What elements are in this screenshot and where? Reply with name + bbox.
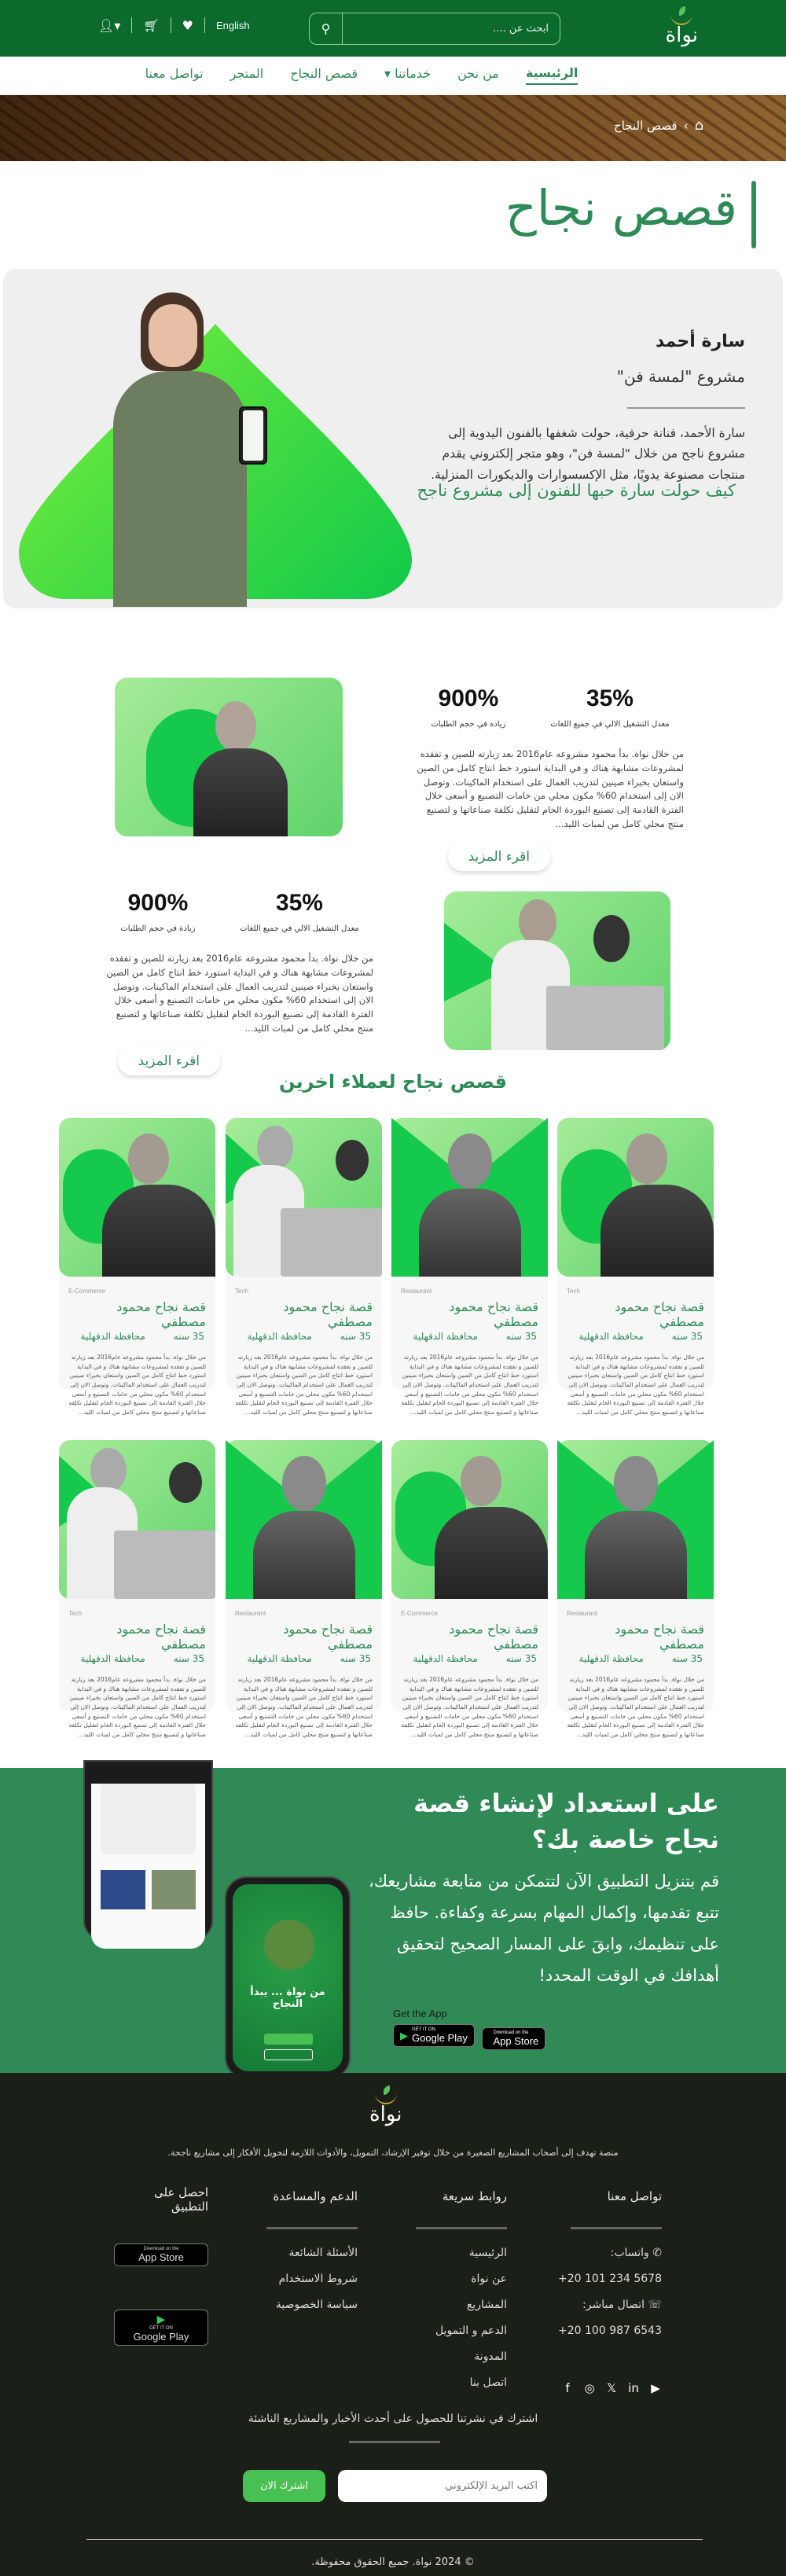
app-cta-section <box>0 1768 786 2073</box>
call-number[interactable]: +20 100 987 6543 <box>558 2324 662 2337</box>
story-photo <box>115 678 343 836</box>
whatsapp-number[interactable]: +20 101 234 5678 <box>558 2273 662 2285</box>
story-age: 35 سنه <box>173 1331 204 1342</box>
cart-icon[interactable]: 🛒︎ <box>143 17 160 33</box>
footer-link[interactable]: الرئيسية <box>468 2247 507 2259</box>
whatsapp-label[interactable]: ✆ واتساب: <box>610 2247 662 2259</box>
logo-text: نواة <box>665 24 698 47</box>
man-head <box>519 899 556 945</box>
read-more-button[interactable]: اقرء المزيد <box>118 1047 220 1075</box>
story-card-photo <box>226 1440 382 1599</box>
woman-photo <box>113 371 247 607</box>
nav-success-stories[interactable]: قصص النجاح <box>290 66 358 81</box>
story-location: محافظة الدقهلية <box>578 1331 644 1342</box>
main-nav <box>0 57 786 94</box>
story-category: E-Commerce <box>68 1288 106 1295</box>
story-age: 35 سنه <box>505 1331 537 1342</box>
story-category: E-Commerce <box>401 1610 439 1617</box>
story-card[interactable] <box>391 1440 548 1738</box>
footer-link[interactable]: عن نواة <box>471 2273 507 2285</box>
story-age: 35 سنه <box>671 1653 703 1664</box>
story-location: محافظة الدقهلية <box>247 1653 312 1664</box>
story-age: 35 سنه <box>340 1653 371 1664</box>
story-card[interactable] <box>391 1118 548 1416</box>
story-location: محافظة الدقهلية <box>413 1331 478 1342</box>
footer-link[interactable]: الأسئلة الشائعة <box>288 2247 358 2259</box>
search-input[interactable] <box>343 13 560 44</box>
linkedin-icon[interactable]: in <box>628 2381 639 2395</box>
divider <box>131 17 132 33</box>
footer-tagline: منصة تهدف إلى أصحاب المشاريع الصغيرة من خلال توفير الإرشاد، التمويل، والأدوات اللازمة لتحويل الأفكار إلى مشاريع ناجحة. <box>167 2148 619 2158</box>
footer-link[interactable]: اتصل بنا <box>469 2376 507 2389</box>
google-play-button[interactable]: ▶ GET IT ON Google Play <box>114 2310 208 2346</box>
divider <box>349 2441 440 2443</box>
story-location: محافظة الدقهلية <box>247 1331 312 1342</box>
google-play-icon: ▶ <box>156 2313 166 2325</box>
story-card-photo <box>557 1440 714 1599</box>
phone-mockup <box>225 1876 351 2079</box>
divider <box>86 2539 703 2540</box>
story-age: 35 سنه <box>671 1331 703 1342</box>
sprout-hands-icon <box>670 9 692 25</box>
story-project: مشروع "لمسة فن" <box>616 367 745 386</box>
whatsapp-icon: ✆ <box>648 2247 662 2259</box>
story-age: 35 سنه <box>505 1653 537 1664</box>
footer <box>0 2073 786 2576</box>
man-head <box>215 701 256 751</box>
story-card-photo <box>557 1118 714 1277</box>
story-category: Tech <box>567 1288 580 1295</box>
story-card[interactable] <box>226 1440 382 1738</box>
stat-item: 35% معدل التشغيل الالي في جميع اللغات <box>550 685 670 729</box>
story-card-title[interactable]: قصة نجاح محمود مصطفي <box>615 1622 704 1652</box>
story-card-text: من خلال نواة. بدأ محمود مشروعه عام2016 بعد زيارته للصين و تفقده لمشروعات مشابهة هناك و في البداية استورد خط انتاج كامل من الصين واستعان بخبراء صينين لتدريب العمال على استخدام الماكينات. وتوصل الان إلى استخدام 60% مكون محلي من خامات التصنيع و أسعى خلال الفترة القادمة إلى تصنيع البوردة الخام لتقليل تكلفة صناعاتها و لتصنيع منتج محلي كامل من لمبات الليد... <box>68 1676 206 1738</box>
logo[interactable] <box>665 9 698 46</box>
footer-heading: تواصل معنا <box>607 2189 662 2203</box>
subscribe-button[interactable]: اشترك الان <box>243 2470 325 2502</box>
phone-mockup <box>83 1760 213 1941</box>
footer-support <box>224 2189 358 2324</box>
story-card-text: من خلال نواة. بدأ محمود مشروعه عام2016 بعد زيارته للصين و تفقده لمشروعات مشابهة هناك و في البداية استورد خط انتاج كامل من الصين واستعان بخبراء صينين لتدريب العمال على استخدام الماكينات. وتوصل الان إلى استخدام 60% مكون محلي من خامات التصنيع و أسعى خلال الفترة القادمة إلى تصنيع البوردة الخام لتقليل تكلفة صناعاتها و لتصنيع منتج محلي كامل من لمبات الليد... <box>68 1354 206 1416</box>
story-location: محافظة الدقهلية <box>80 1653 145 1664</box>
nav-about[interactable]: من نحن <box>457 66 499 81</box>
home-icon[interactable]: ⌂ <box>694 117 703 134</box>
google-play-icon: ▶ <box>400 2029 408 2041</box>
woman-head <box>593 915 630 962</box>
search-icon[interactable]: ⚲ <box>310 13 343 44</box>
sprout-hands-icon <box>375 2089 397 2104</box>
story-card[interactable] <box>557 1440 714 1738</box>
story-card-title[interactable]: قصة نجاح محمود مصطفي <box>283 1622 373 1652</box>
app-store-button[interactable]: Download on the App Store <box>482 2027 545 2050</box>
phone-icon: ☏ <box>645 2299 662 2311</box>
heart-icon[interactable]: ♥ <box>182 17 193 33</box>
story-card-photo <box>59 1440 215 1599</box>
story-age: 35 سنه <box>340 1331 371 1342</box>
story-person-name: سارة أحمد <box>655 332 745 351</box>
header-actions <box>98 17 250 33</box>
story-card[interactable] <box>226 1118 382 1416</box>
story-category: Tech <box>68 1610 82 1617</box>
story-card-title[interactable]: قصة نجاح محمود مصطفي <box>283 1299 373 1329</box>
search-box <box>309 13 560 45</box>
story-card-text: من خلال نواة. بدأ محمود مشروعه عام2016 بعد زيارته للصين و تفقده لمشروعات مشابهة هناك و في البداية استورد خط انتاج كامل من الصين واستعان بخبراء صينين لتدريب العمال على استخدام الماكينات. وتوصل الان إلى استخدام 60% مكون محلي من خامات التصنيع و أسعى خلال الفترة القادمة إلى تصنيع البوردة الخام لتقليل تكلفة صناعاتها و لتصنيع منتج محلي كامل من لمبات الليد... <box>235 1676 373 1738</box>
stat-item: 35% معدل التشغيل الالي في جميع اللغات <box>240 890 359 933</box>
stat-item: 900% زيادة في حجم الطلبات <box>431 685 506 729</box>
footer-heading: روابط سريعة <box>442 2189 507 2203</box>
top-header <box>0 0 786 57</box>
tree-illustration <box>264 1920 314 1970</box>
footer-link[interactable]: سياسة الخصوصية <box>275 2299 358 2311</box>
cta-text: قم بتنزيل التطبيق الآن لتتمكن من متابعة مشاريعك، تتبع تقدمها، وإكمال المهام بسرعة وكفاءة. حافظ على تنظيمك، وابقَ على المسار الصحيح لتحقيق أهدافك في الوقت المحدد! <box>368 1872 719 1985</box>
story-category: Tech <box>235 1288 248 1295</box>
story-card-text: من خلال نواة. بدأ محمود مشروعه عام2016 بعد زيارته للصين و تفقده لمشروعات مشابهة هناك و في البداية استورد خط انتاج كامل من الصين واستعان بخبراء صينين لتدريب العمال على استخدام الماكينات. وتوصل الان إلى استخدام 60% مكون محلي من خامات التصنيع و أسعى خلال الفترة القادمة إلى تصنيع البوردة الخام لتقليل تكلفة صناعاتها و لتصنيع منتج محلي كامل من لمبات الليد... <box>567 1354 704 1416</box>
story-category: Restaurant <box>567 1610 598 1617</box>
phone-headline: من نواة ... يبدأ النجاح <box>250 1986 325 2010</box>
story-category: Restaurant <box>235 1610 266 1617</box>
footer-logo <box>369 2089 402 2125</box>
footer-link[interactable]: المدونة <box>474 2350 507 2363</box>
story-description: سارة الأحمد، فنانة حرفية، حولت شغفها بالفنون اليدوية إلى مشروع ناجح من خلال "لمسة فن"، وهو متجر إلكتروني يقدم منتجات مصنوعة يدويًا، مثل الإكسسوارات والديكورات المنزلية. <box>431 426 745 482</box>
story-card-text: من خلال نواة. بدأ محمود مشروعه عام2016 بعد زيارته للصين و تفقده لمشروعات مشابهة هناك و في البداية استورد خط انتاج كامل من الصين واستعان بخبراء صينين لتدريب العمال على استخدام الماكينات. وتوصل الان إلى استخدام 60% مكون محلي من خامات التصنيع و أسعى خلال الفترة القادمة إلى تصنيع البوردة الخام لتقليل تكلفة صناعاتها و لتصنيع منتج محلي كامل من لمبات الليد... <box>235 1354 373 1416</box>
other-stories-title: قصص نجاح لعملاء اخرين <box>279 1071 507 1093</box>
x-icon[interactable]: 𝕏 <box>606 2381 617 2395</box>
app-store-button[interactable]: Download on the App Store <box>114 2243 208 2266</box>
call-label[interactable]: ☏ اتصال مباشر: <box>582 2299 662 2311</box>
story-location: محافظة الدقهلية <box>578 1653 644 1664</box>
youtube-icon[interactable]: ▶ <box>651 2381 660 2395</box>
nav-home[interactable]: الرئيسية <box>526 65 578 85</box>
story-card-title[interactable]: قصة نجاح محمود مصطفي <box>116 1622 206 1652</box>
laptop <box>546 986 664 1050</box>
story-age: 35 سنه <box>173 1653 204 1664</box>
stats-story-text: من خلال نواة. بدأ محمود مشروعه عام2016 بعد زيارته للصين و تفقده لمشروعات مشابهة هناك و في البداية استورد خط انتاج كامل من الصين واستعان بخبراء صينين لتدريب العمال على استخدام الماكينات. وتوصل الان إلى استخدام 60% مكون محلي من خامات التصنيع و أسعى خلال الفترة القادمة إلى تصنيع البوردة الخام لتقليل تكلفة صناعاتها و لتصنيع منتج محلي كامل من لمبات الليد... <box>106 953 373 1034</box>
footer-quick-links <box>373 2189 507 2402</box>
stat-item: 900% زيادة في حجم الطلبات <box>120 890 196 933</box>
footer-heading: الدعم والمساعدة <box>273 2189 358 2203</box>
story-card-photo <box>391 1440 548 1599</box>
cta-title: على استعداد لإنشاء قصة نجاح خاصة بك؟ <box>413 1788 719 1855</box>
story-card[interactable] <box>59 1440 215 1738</box>
story-card[interactable] <box>557 1118 714 1416</box>
woman-face <box>149 304 197 367</box>
divider <box>627 407 745 409</box>
read-more-button[interactable]: اقرء المزيد <box>448 843 550 871</box>
title-accent-bar <box>751 181 756 248</box>
newsletter-title: اشترك في نشرتنا للحصول على أحدث الأخبار والمشاريع الناشئة <box>248 2412 538 2425</box>
footer-link[interactable]: شروط الاستخدام <box>278 2273 358 2285</box>
social-links <box>528 2381 662 2395</box>
divider <box>204 17 205 33</box>
breadcrumb-separator: › <box>683 118 689 133</box>
story-read-link[interactable]: كيف حولت سارة حبها للفنون إلى مشروع ناجح <box>417 481 736 500</box>
stats-story-text: من خلال نواة. بدأ محمود مشروعه عام2016 بعد زيارته للصين و تفقده لمشروعات مشابهة هناك و في البداية استورد خط انتاج كامل من الصين واستعان بخبراء صينين لتدريب العمال على استخدام الماكينات. وتوصل الان إلى استخدام 60% مكون محلي من خامات التصنيع و أسعى خلال الفترة القادمة إلى تصنيع البوردة الخام لتقليل تكلفة صناعاتها و لتصنيع منتج محلي كامل من لمبات الليد... <box>417 748 684 830</box>
user-menu-icon[interactable]: 👤︎▾ <box>98 17 121 33</box>
story-photo <box>444 891 670 1050</box>
nav-contact[interactable]: تواصل معنا <box>145 66 204 81</box>
story-card-title[interactable]: قصة نجاح محمود مصطفي <box>449 1299 538 1329</box>
story-card-title[interactable]: قصة نجاح محمود مصطفي <box>116 1299 206 1329</box>
story-location: محافظة الدقهلية <box>80 1331 145 1342</box>
story-card-photo <box>59 1118 215 1277</box>
breadcrumb-current: قصص النجاح <box>614 118 678 133</box>
breadcrumb <box>614 117 703 134</box>
story-card-title[interactable]: قصة نجاح محمود مصطفي <box>449 1622 538 1652</box>
footer-heading: احصل على التطبيق <box>154 2185 208 2214</box>
logo-text: نواة <box>369 2103 402 2126</box>
footer-contact <box>528 2189 662 2395</box>
featured-story <box>3 269 783 608</box>
get-app <box>393 2008 545 2050</box>
story-category: Restaurant <box>401 1288 432 1295</box>
story-card-text: من خلال نواة. بدأ محمود مشروعه عام2016 بعد زيارته للصين و تفقده لمشروعات مشابهة هناك و في البداية استورد خط انتاج كامل من الصين واستعان بخبراء صينين لتدريب العمال على استخدام الماكينات. وتوصل الان إلى استخدام 60% مكون محلي من خامات التصنيع و أسعى خلال الفترة القادمة إلى تصنيع البوردة الخام لتقليل تكلفة صناعاتها و لتصنيع منتج محلي كامل من لمبات الليد... <box>567 1676 704 1738</box>
phone-in-hand <box>239 406 267 465</box>
story-card-photo <box>391 1118 548 1277</box>
get-app-label: Get the App <box>393 2008 447 2019</box>
man-photo <box>193 748 288 836</box>
stats-block <box>98 890 381 1075</box>
facebook-icon[interactable]: f <box>565 2381 570 2395</box>
story-card-text: من خلال نواة. بدأ محمود مشروعه عام2016 بعد زيارته للصين و تفقده لمشروعات مشابهة هناك و في البداية استورد خط انتاج كامل من الصين واستعان بخبراء صينين لتدريب العمال على استخدام الماكينات. وتوصل الان إلى استخدام 60% مكون محلي من خامات التصنيع و أسعى خلال الفترة القادمة إلى تصنيع البوردة الخام لتقليل تكلفة صناعاتها و لتصنيع منتج محلي كامل من لمبات الليد... <box>401 1354 538 1416</box>
story-location: محافظة الدقهلية <box>413 1653 478 1664</box>
footer-app <box>114 2185 208 2359</box>
nav-store[interactable]: المتجر <box>230 66 264 81</box>
story-card[interactable] <box>59 1118 215 1416</box>
page-title: قصص نجاح <box>505 179 737 237</box>
stats-block <box>409 685 692 871</box>
language-switch[interactable]: English <box>216 19 250 31</box>
newsletter-email-input[interactable] <box>338 2470 547 2502</box>
copyright: © 2024 نواة. جميع الحقوق محفوظة. <box>311 2556 475 2568</box>
story-card-title[interactable]: قصة نجاح محمود مصطفي <box>615 1299 704 1329</box>
nav-services[interactable]: خدماتنا ▾ <box>384 66 432 81</box>
story-card-text: من خلال نواة. بدأ محمود مشروعه عام2016 بعد زيارته للصين و تفقده لمشروعات مشابهة هناك و في البداية استورد خط انتاج كامل من الصين واستعان بخبراء صينين لتدريب العمال على استخدام الماكينات. وتوصل الان إلى استخدام 60% مكون محلي من خامات التصنيع و أسعى خلال الفترة القادمة إلى تصنيع البوردة الخام لتقليل تكلفة صناعاتها و لتصنيع منتج محلي كامل من لمبات الليد... <box>401 1676 538 1738</box>
google-play-button[interactable]: ▶ GET IT ON Google Play <box>393 2024 475 2047</box>
instagram-icon[interactable]: ◎ <box>584 2381 595 2395</box>
story-card-photo <box>226 1118 382 1277</box>
footer-link[interactable]: المشاريع <box>466 2299 507 2311</box>
footer-link[interactable]: الدعم و التمويل <box>435 2324 507 2337</box>
